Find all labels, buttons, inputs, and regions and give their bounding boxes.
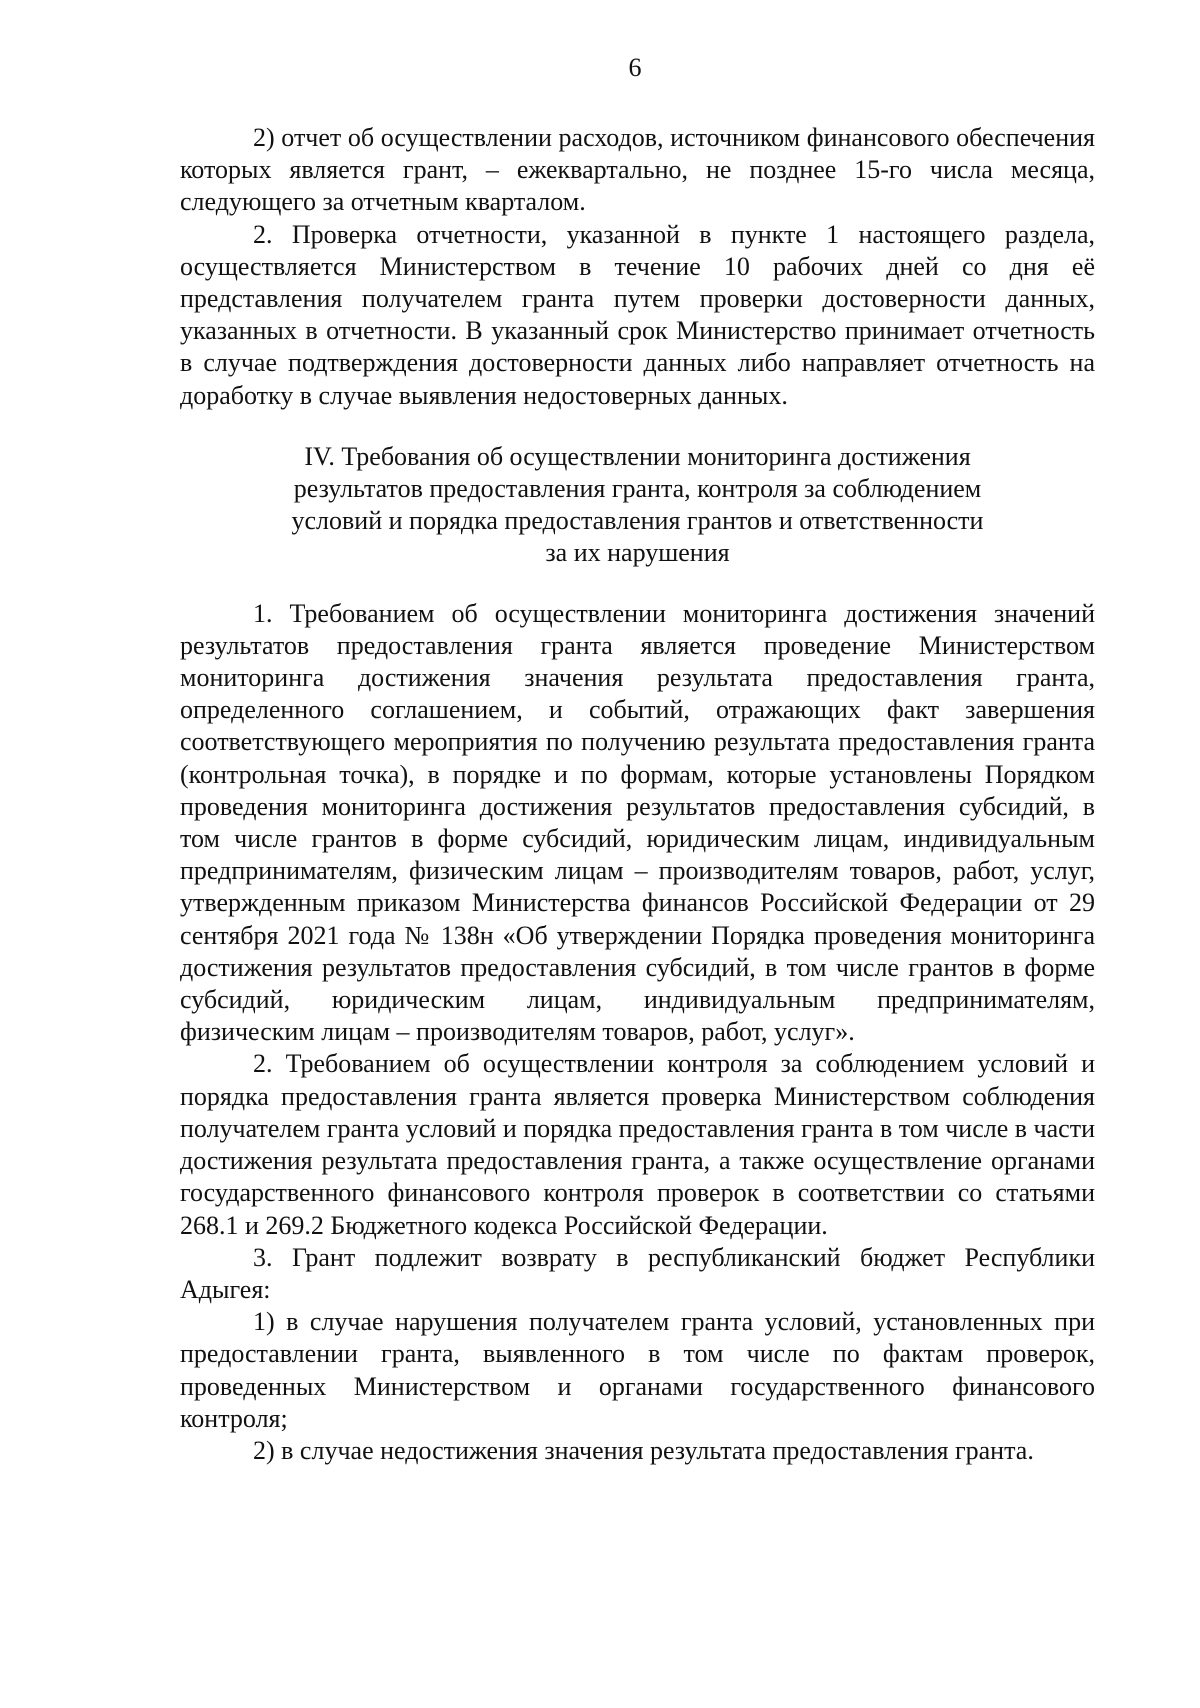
- section-heading-iv: [180, 441, 1095, 570]
- paragraph-control-requirement: 2. Требованием об осуществлении контроля за соблюдением условий и порядка предоставления гранта является проверка Министерством соблюдения получателем гранта условий и порядка предоставления гранта в том числе в части достижения результата предоставления гранта, а также осуществление органами государственного финансового контроля проверок в соответствии со статьями 268.1 и 269.2 Бюджетного кодекса Российской Федерации.: [180, 1049, 1095, 1240]
- document-body: [180, 122, 1095, 1467]
- heading-line: за их нарушения: [545, 538, 730, 568]
- paragraph-grant-return: 3. Грант подлежит возврату в республиканский бюджет Республики Адыгея:: [180, 1242, 1095, 1304]
- heading-line: результатов предоставления гранта, контроля за соблюдением: [293, 474, 982, 504]
- paragraph-return-case-result: 2) в случае недостижения значения результата предоставления гранта.: [253, 1435, 1034, 1465]
- paragraph-reporting-check: 2. Проверка отчетности, указанной в пункте 1 настоящего раздела, осуществляется Министерством в течение 10 рабочих дней со дня её представления получателем гранта путем проверки достоверности данных, указанных в отчетности. В указанный срок Министерство принимает отчетность в случае подтверждения достоверности данных либо направляет отчетность на доработку в случае выявления недостоверных данных.: [180, 219, 1095, 410]
- heading-line: условий и порядка предоставления грантов и ответственности: [291, 506, 984, 536]
- paragraph-return-case-violation: 1) в случае нарушения получателем гранта условий, установленных при предоставлении гранта, выявленного в том числе по фактам проверок, проведенных Министерством и органами государственного финансового контроля;: [180, 1307, 1095, 1433]
- paragraph-report-expenses: 2) отчет об осуществлении расходов, источником финансового обеспечения которых является грант, – ежеквартально, не позднее 15-го числа месяца, следующего за отчетным кварталом.: [180, 123, 1095, 217]
- page-number: 6: [628, 53, 642, 82]
- paragraph-monitoring-requirement: 1. Требованием об осуществлении мониторинга достижения значений результатов предоставления гранта является проведение Министерством мониторинга достижения значения результата предоставления гранта, определенного соглашением, и событий, отражающих факт завершения соответствующего мероприятия по получению результата предоставления гранта (контрольная точка), в порядке и по формам, которые установлены Порядком проведения мониторинга достижения результатов предоставления субсидий, в том числе грантов в форме субсидий, юридическим лицам, индивидуальным предпринимателям, физическим лицам – производителям товаров, работ, услуг, утвержденным приказом Министерства финансов Российской Федерации от 29 сентября 2021 года № 138н «Об утверждении Порядка проведения мониторинга достижения результатов предоставления субсидий, в том числе грантов в форме субсидий, юридическим лицам, индивидуальным предпринимателям, физическим лицам – производителям товаров, работ, услуг».: [180, 598, 1095, 1047]
- heading-line: IV. Требования об осуществлении мониторинга достижения: [304, 441, 971, 471]
